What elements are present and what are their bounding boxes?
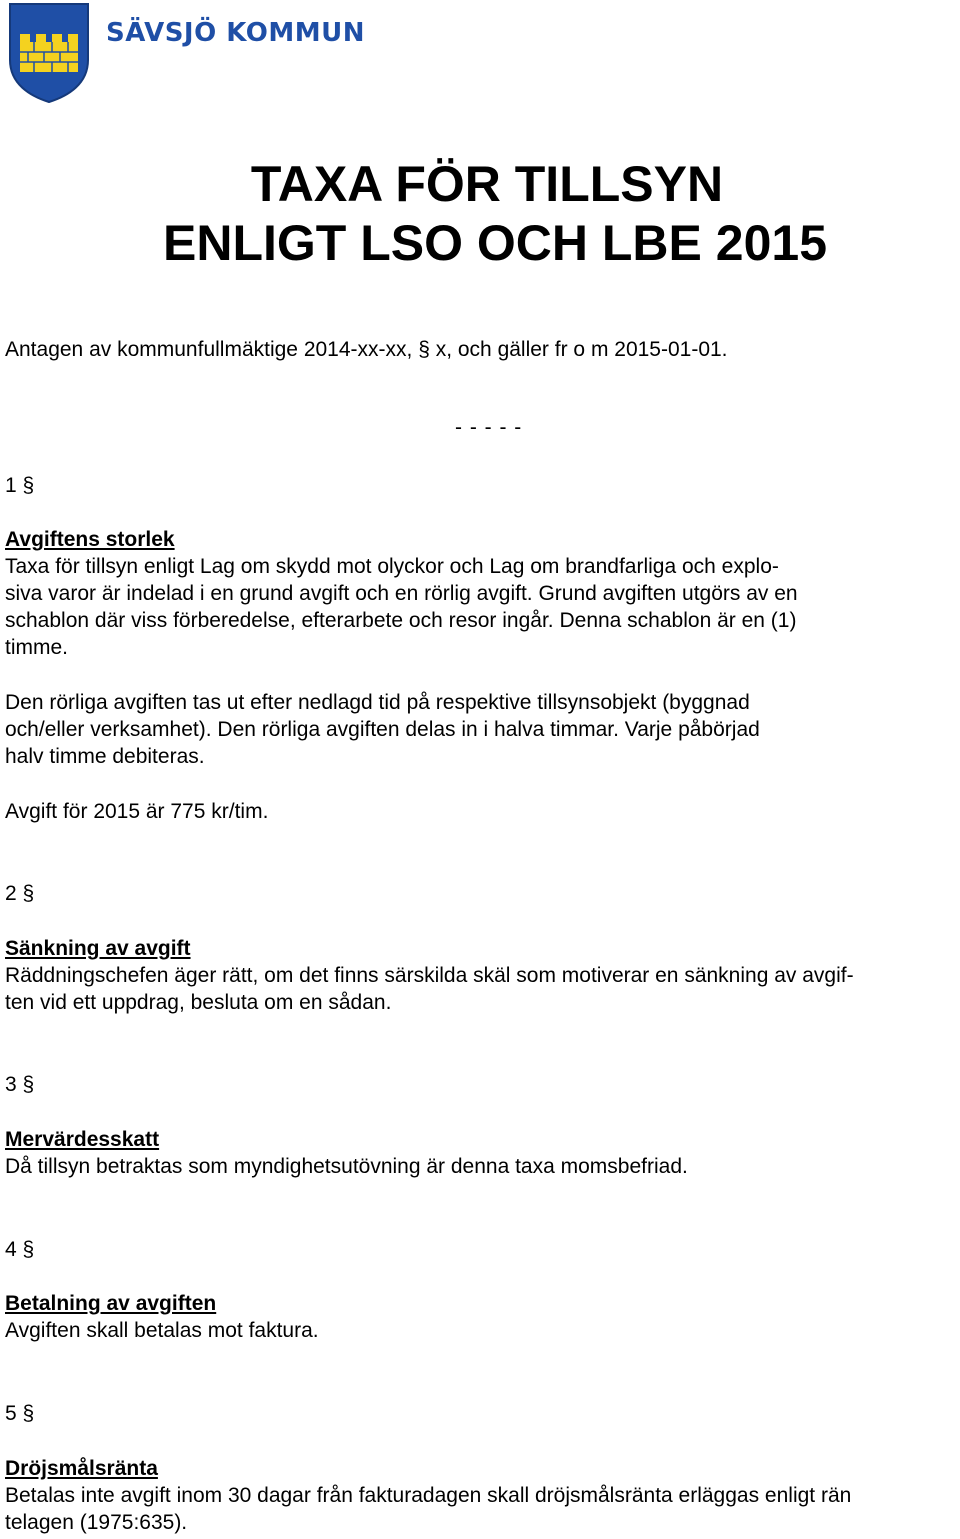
section-number: 1 §	[5, 474, 35, 497]
adopted-note: Antagen av kommunfullmäktige 2014-xx-xx, § x, och gäller fr o m 2015-01-01.	[5, 338, 728, 361]
header-logo	[8, 2, 408, 104]
brand-name: SÄVSJÖ KOMMUN	[106, 18, 365, 48]
document-title-line2: ENLIGT LSO OCH LBE 2015	[162, 215, 827, 271]
fee-rate: Avgift för 2015 är 775 kr/tim.	[5, 800, 269, 823]
paragraph-line: telagen (1975:635).	[5, 1511, 188, 1534]
section-heading: Avgiftens storlek	[5, 528, 175, 551]
paragraph-line: timme.	[5, 636, 68, 659]
section-number: 2 §	[5, 882, 35, 905]
paragraph-line: siva varor är indelad i en grund avgift och en rörlig avgift. Grund avgiften utgörs av en	[5, 582, 798, 605]
paragraph-line: Räddningschefen äger rätt, om det finns särskilda skäl som motiverar en sänkning av avgif-	[5, 964, 854, 987]
paragraph-line: Då tillsyn betraktas som myndighetsutövning är denna taxa momsbefriad.	[5, 1155, 688, 1178]
paragraph-line: och/eller verksamhet). Den rörliga avgiften delas in i halva timmar. Varje påbörjad	[5, 718, 760, 741]
paragraph-line: schablon där viss förberedelse, efterarbete och resor ingår. Denna schablon är en (1)	[5, 609, 797, 632]
section-heading: Mervärdesskatt	[5, 1128, 160, 1151]
paragraph-line: Betalas inte avgift inom 30 dagar från fakturadagen skall dröjsmålsränta erläggas enligt rän	[5, 1484, 852, 1507]
section-heading: Betalning av avgiften	[5, 1292, 217, 1315]
paragraph-line: Den rörliga avgiften tas ut efter nedlagd tid på respektive tillsynsobjekt (byggnad	[5, 691, 750, 714]
section-heading: Dröjsmålsränta	[5, 1457, 158, 1480]
paragraph-line: Taxa för tillsyn enligt Lag om skydd mot olyckor och Lag om brandfarliga och explo-	[5, 555, 779, 578]
section-number: 5 §	[5, 1402, 35, 1425]
paragraph-line: ten vid ett uppdrag, besluta om en sådan.	[5, 991, 392, 1014]
section-heading: Sänkning av avgift	[5, 937, 191, 960]
paragraph-line: halv timme debiteras.	[5, 745, 205, 768]
document-title-line1: TAXA FÖR TILLSYN	[250, 156, 724, 212]
section-number: 3 §	[5, 1073, 35, 1096]
section-number: 4 §	[5, 1238, 35, 1261]
paragraph-line: Avgiften skall betalas mot faktura.	[5, 1319, 319, 1342]
separator: - - - - -	[455, 416, 523, 439]
savsjo-coat-of-arms-icon	[8, 2, 92, 104]
